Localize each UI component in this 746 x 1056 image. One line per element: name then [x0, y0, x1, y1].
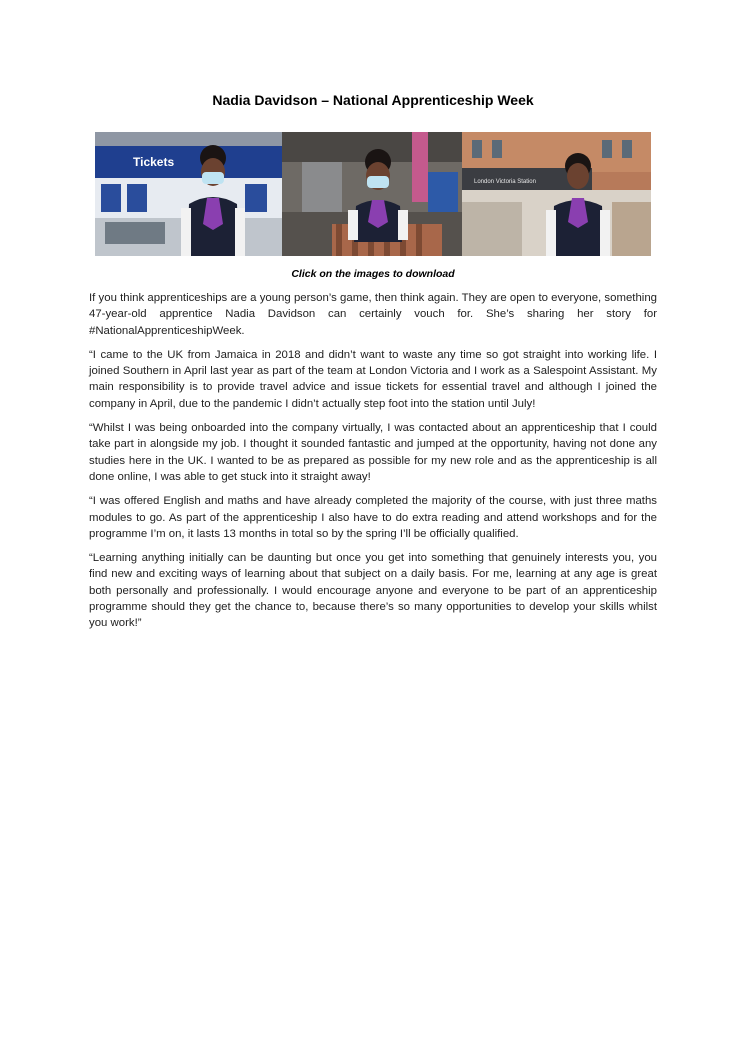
photo-strip: [95, 132, 651, 256]
station-sign-text: London Victoria Station: [474, 179, 536, 185]
paragraph: “I came to the UK from Jamaica in 2018 and didn’t want to waste any time so got straight into working life. I joined Southern in April last year as part of the team at London Victoria and I work as a Salespoint Assistant. My main responsibility is to provide travel advice and issue tickets for essential travel and although I joined the company in April, due to the pandemic I didn’t actually step foot into the station until July!: [89, 348, 657, 410]
paragraph: “Whilst I was being onboarded into the company virtually, I was contacted about an apprenticeship that I could take part in alongside my job. I thought it sounded fantastic and jumped at the opportunity, having not done any studies here in the UK. I wanted to be as prepared as possible for my new role and as the apprenticeship is all done online, I was able to get stuck into it straight away!: [89, 422, 657, 483]
photo-concourse[interactable]: [282, 132, 462, 256]
photo-ticket-office[interactable]: [95, 132, 282, 256]
article-body: [89, 290, 657, 640]
document-title: Nadia Davidson – National Apprenticeship Week: [212, 92, 534, 108]
image-caption[interactable]: Click on the images to download: [291, 268, 455, 280]
paragraph: “Learning anything initially can be daunting but once you get into something that genuinely interests you, you find new and exciting ways of learning about that subject on a daily basis. For me, learning at any age is great both personally and professionally. I would encourage anyone and everyone to be part of an apprenticeship programme should they get the chance to, because there’s so many opportunities to develop your skills whilst you work!”: [89, 552, 657, 630]
ticket-sign-text: Tickets: [133, 155, 175, 169]
photo-victoria-exterior[interactable]: [462, 132, 651, 256]
paragraph: “I was offered English and maths and have already completed the majority of the course, with just three maths modules to go. As part of the apprenticeship I also have to do extra reading and attend workshops and for the programme I’m on, it lasts 13 months in total so by the spring I’ll be officially qualified.: [89, 495, 657, 540]
paragraph: If you think apprenticeships are a young person’s game, then think again. They are open to everyone, something 47-year-old apprentice Nadia Davidson can certainly vouch for. She’s sharing her story for #NationalApprenticeshipWeek.: [89, 292, 657, 337]
